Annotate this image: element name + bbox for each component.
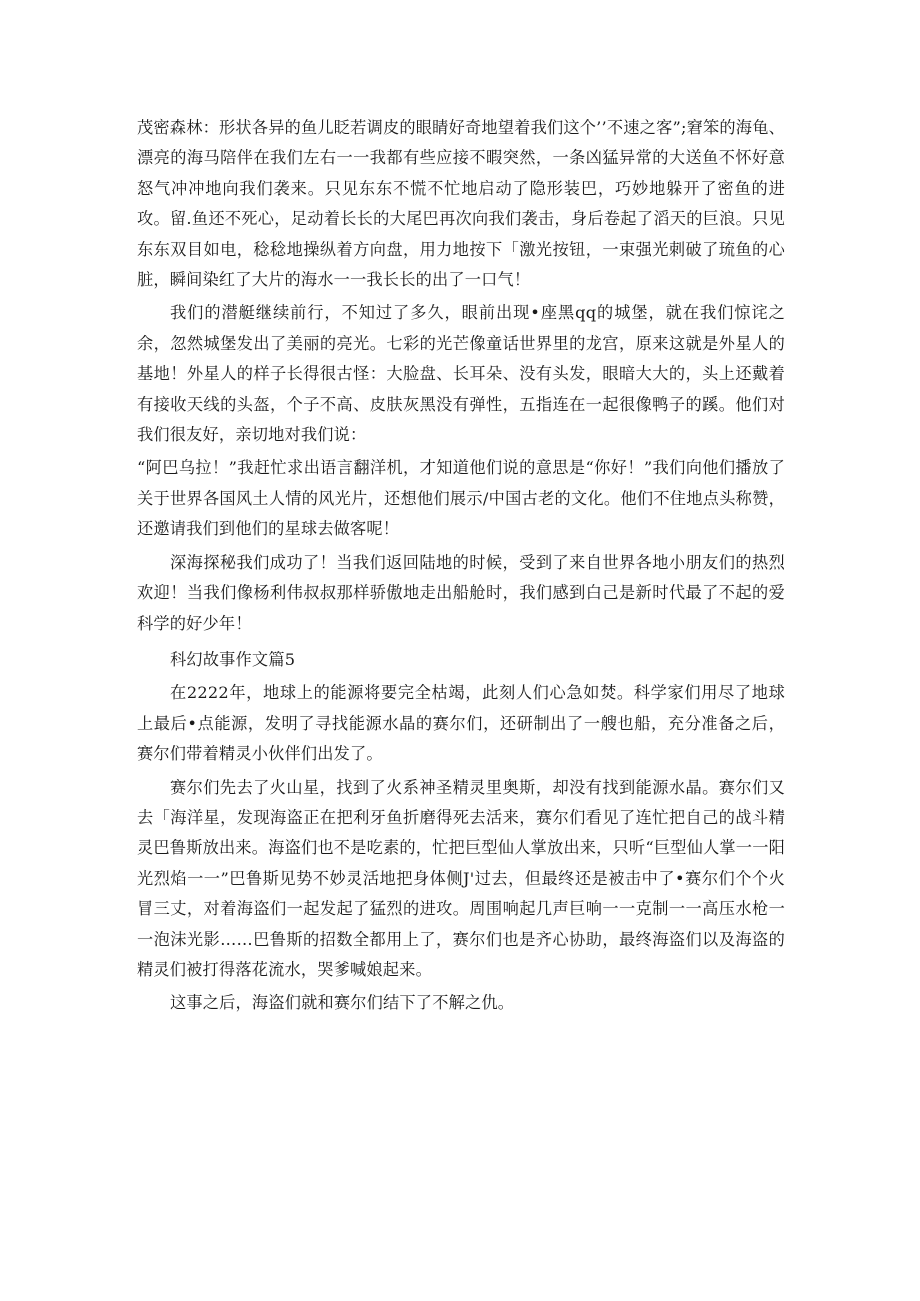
paragraph-energy-crisis: 在2222年，地球上的能源将要完全枯竭，此刻人们心急如焚。科学家们用尽了地球上最后•点能源，发明了寻找能源水晶的赛尔们，还研制出了一艘也船，充分准备之后，赛尔们带着精灵小伙伴们出发了。	[137, 683, 785, 764]
paragraph-alien-castle: 我们的潜艇继续前行，不知过了多久，眼前出现•座黑qq的城堡，就在我们惊诧之余，忽然城堡发出了美丽的亮光。七彩的光芒像童话世界里的龙宫，原来这就是外星人的基地！外星人的样子长得很古怪：大脸盘、长耳朵、没有头发，眼暗大大的，头上还戴着有接收天线的头盔，个子不高、皮肤灰黑没有弹性，五指连在一起很像鸭子的蹊。他们对我们很友好，亲切地对我们说：	[137, 303, 785, 445]
section-title: 科幻故事作文篇5	[170, 649, 296, 669]
paragraph-forest-battle: 茂密森林：形状各异的鱼儿眨若调皮的眼睛好奇地望着我们这个’’不速之客”;窘笨的海龟、漂亮的海马陪伴在我们左右一一我都有些应接不暇突然，一条凶猛异常的大送鱼不怀好意怒气冲冲地向我们袭来。只见东东不慌不忙地启动了隐形装巴，巧妙地躲开了密鱼的进攻。留.鱼还不死心，足动着长长的大尾巴再次向我们袭击，身后卷起了滔天的巨浪。只见东东双目如电，稔稔地操纵着方向盘，用力地按下「激光按钮，一束强光刺破了琉鱼的心脏，瞬间染红了大片的海水一一我长长的出了一口气！	[137, 118, 785, 290]
paragraph-feud: 这事之后，海盗们就和赛尔们结下了不解之仇。	[170, 993, 515, 1013]
paragraph-pirate-battle: 赛尔们先去了火山星，找到了火系神圣精灵里奥斯，却没有找到能源水晶。赛尔们又去「海洋星，发现海盗正在把利牙鱼折磨得死去活来，赛尔们看见了连忙把自己的战斗精灵巴鲁斯放出来。海盗们也不是吃素的，忙把巨型仙人掌放出来，只听“巨型仙人掌一一阳光烈焰一一”巴鲁斯见势不妙灵活地把身体侧J'过去，但最终还是被击中了•赛尔们个个火冒三丈，对着海盗们一起发起了猛烈的进攻。周围响起几声巨响一一克制一一高压水枪一一泡沫光影……巴鲁斯的招数全都用上了，赛尔们也是齐心协助，最终海盗们以及海盗的精灵们被打得落花流水，哭爹喊娘起来。	[137, 777, 785, 979]
document-page	[137, 113, 785, 1022]
paragraph-alien-greeting: “阿巴乌拉！”我赶忙求出语言翻洋机，才知道他们说的意思是“你好！”我们向他们播放了关于世界各国风土人情的风光片，还想他们展示/中国古老的文化。他们不住地点头称赞，还邀请我们到他们的星球去做客呢！	[137, 458, 785, 539]
paragraph-return-home: 深海探秘我们成功了！当我们返回陆地的时候，受到了来自世界各地小朋友们的热烈欢迎！当我们像杨利伟叔叔那样骄傲地走出船舱时，我们感到白己是新时代最了不起的爱科学的好少年！	[137, 552, 785, 633]
